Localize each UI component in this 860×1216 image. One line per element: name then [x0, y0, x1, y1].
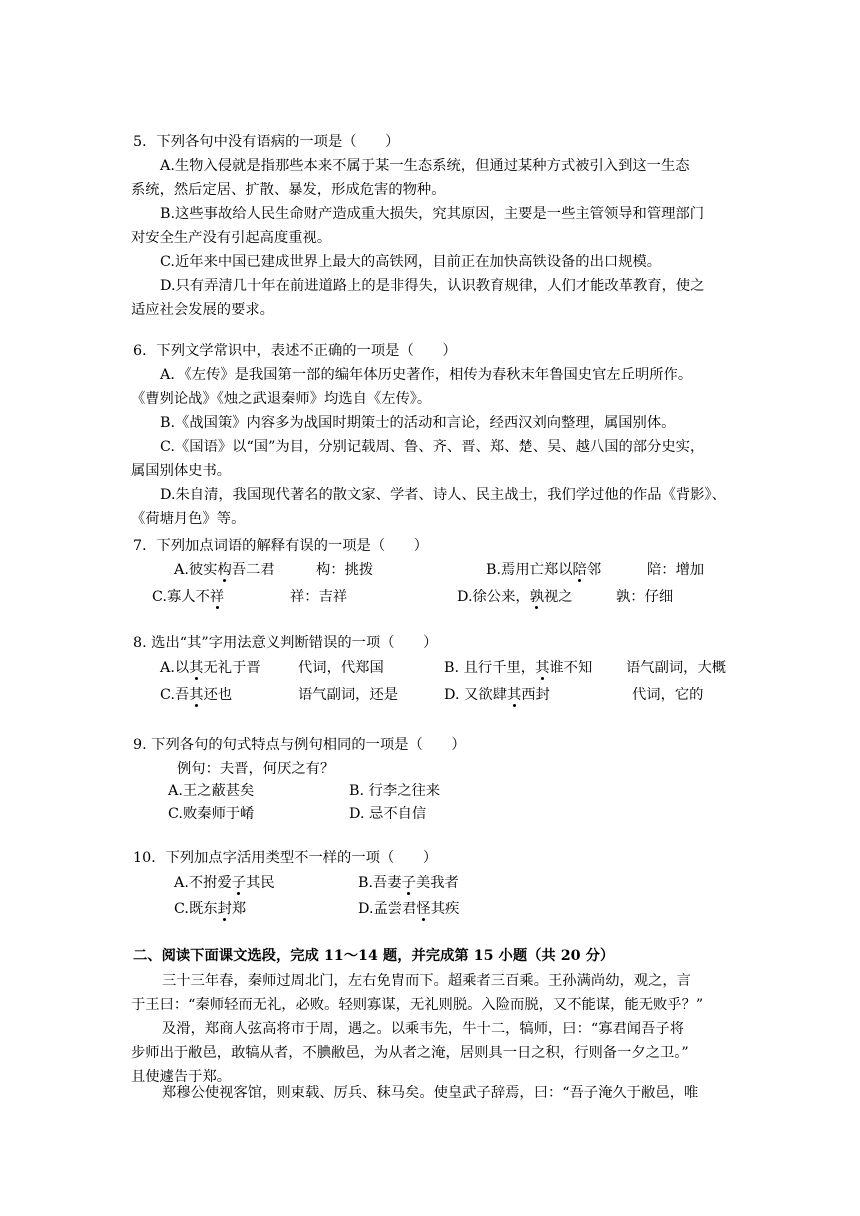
emphasis-dot-char: 构	[217, 562, 232, 578]
q8-option-c-gloss: 语气副词，还是	[298, 687, 399, 703]
emphasis-dot-char: 其	[535, 660, 550, 676]
emphasis-dot-char: 其	[506, 687, 522, 703]
passage-p2-line3: 且使遽告于郑。	[131, 1069, 232, 1085]
q7-stem: 7．下列加点词语的解释有误的一项是（ ）	[133, 538, 429, 554]
q6-option-a-line2: 《曹刿论战》《烛之武退秦师》均选自《左传》。	[131, 391, 432, 407]
passage-p1-line2: 于王曰：“秦师轻而无礼，必败。轻则寡谋，无礼则脱。入险而脱，又不能谋，能无败乎？”	[131, 997, 704, 1013]
q8-option-b: B. 且行千里，其谁不知	[444, 660, 593, 676]
emphasis-dot-char: 陪	[572, 562, 587, 578]
q10-option-a: A.不拊爱子其民	[174, 875, 275, 891]
q7-option-a: A.彼实构吾二君	[174, 562, 275, 578]
q6-option-d-line1: D.朱自清，我国现代著名的散文家、学者、诗人、民主战士，我们学过他的作品《背影》、	[160, 487, 726, 503]
q9-option-a: A.王之蔽甚矣	[168, 783, 255, 799]
emphasis-dot-char: 怪	[416, 901, 431, 917]
q9-stem: 9. 下列各句的句式特点与例句相同的一项是（ ）	[133, 737, 466, 753]
q9-example: 例句：夫晋，何厌之有？	[177, 761, 335, 777]
q5-option-c-line1: C.近年来中国已建成世界上最大的高铁网，目前正在加快高铁设备的出口规模。	[160, 254, 662, 270]
q6-option-c-line2: 属国别体史书。	[131, 463, 232, 479]
emphasis-dot-char: 其	[189, 687, 204, 703]
q7-option-a-gloss: 构：挑拨	[316, 562, 374, 578]
q6-option-b-line1: B.《战国策》内容多为战国时期策士的活动和言论，经西汉刘向整理，属国别体。	[160, 415, 676, 431]
emphasis-dot-char: 子	[401, 875, 416, 891]
q7-option-b: B.焉用亡郑以陪邻	[486, 562, 602, 578]
q5-stem: 5．下列各句中没有语病的一项是（ ）	[133, 134, 400, 150]
q10-option-b: B.吾妻子美我者	[358, 875, 459, 891]
passage-p1-line1: 三十三年春，秦师过周北门，左右免胄而下。超乘者三百乘。王孙满尚幼，观之，言	[162, 973, 691, 989]
q9-option-d: D. 忌不自信	[349, 806, 427, 822]
q10-option-c: C.既东封郑	[174, 901, 247, 917]
section-2-heading: 二、阅读下面课文选段，完成 11～14 题，并完成第 15 小题（共 20 分）	[133, 948, 615, 964]
q10-stem: 10．下列加点字活用类型不一样的一项（ ）	[133, 850, 438, 866]
emphasis-dot-char: 孰	[529, 589, 544, 605]
q8-option-a-gloss: 代词，代郑国	[298, 660, 384, 676]
passage-p3-line1: 郑穆公使视客馆，则束载、厉兵、秣马矣。使皇武子辞焉，曰：“吾子淹久于敝邑，唯	[162, 1085, 699, 1101]
q7-option-b-gloss: 陪：增加	[647, 562, 705, 578]
q8-stem: 8. 选出“其”字用法意义判断错误的一项（ ）	[133, 635, 438, 651]
q6-option-c-line1: C.《国语》以“国”为目，分别记载周、鲁、齐、晋、郑、楚、吴、越八国的部分史实，	[160, 439, 705, 455]
q7-option-d-gloss: 孰：仔细	[616, 589, 674, 605]
q6-stem: 6．下列文学常识中，表述不正确的一项是（ ）	[133, 343, 457, 359]
q8-option-d-gloss: 代词，它的	[632, 687, 704, 703]
q5-option-a-line2: 系统，然后定居、扩散、暴发，形成危害的物种。	[131, 182, 446, 198]
q6-option-d-line2: 《荷塘月色》等。	[131, 511, 246, 527]
q8-option-b-gloss: 语气副词，大概	[626, 660, 727, 676]
emphasis-dot-char: 子	[231, 875, 247, 891]
q8-option-c: C.吾其还也	[160, 687, 233, 703]
q7-option-c: C.寡人不祥	[152, 589, 225, 605]
q10-option-d: D.孟尝君怪其疾	[358, 901, 460, 917]
emphasis-dot-char: 封	[217, 901, 232, 917]
q8-option-a: A.以其无礼于晋	[160, 660, 261, 676]
q9-option-c: C.败秦师于崤	[168, 806, 255, 822]
q5-option-b-line2: 对安全生产没有引起高度重视。	[131, 230, 332, 246]
q5-option-b-line1: B.这些事故给人民生命财产造成重大损失，究其原因，主要是一些主管领导和管理部门	[160, 206, 705, 222]
q5-option-a-line1: A.生物入侵就是指那些本来不属于某一生态系统，但通过某种方式被引入到这一生态	[160, 158, 690, 174]
q8-option-d: D. 又欲肆其西封	[444, 687, 550, 703]
q5-option-d-line2: 适应社会发展的要求。	[131, 302, 274, 318]
q7-option-d: D.徐公来，孰视之	[457, 589, 573, 605]
passage-p2-line1: 及滑，郑商人弦高将市于周，遇之。以乘韦先，牛十二，犒师，曰：“寡君闻吾子将	[162, 1021, 684, 1037]
q9-option-b: B. 行李之往来	[349, 783, 441, 799]
q6-option-a-line1: A．《左传》是我国第一部的编年体历史著作，相传为春秋末年鲁国史官左丘明所作。	[160, 367, 693, 383]
q5-option-d-line1: D.只有弄清几十年在前进道路上的是非得失，认识教育规律，人们才能改革教育，使之	[160, 278, 705, 294]
emphasis-dot-char: 祥	[209, 589, 225, 605]
q7-option-c-gloss: 祥：吉祥	[290, 589, 348, 605]
emphasis-dot-char: 其	[189, 660, 204, 676]
passage-p2-line2: 步师出于敝邑，敢犒从者，不腆敝邑，为从者之淹，居则具一日之积，行则备一夕之卫。”	[131, 1045, 689, 1061]
